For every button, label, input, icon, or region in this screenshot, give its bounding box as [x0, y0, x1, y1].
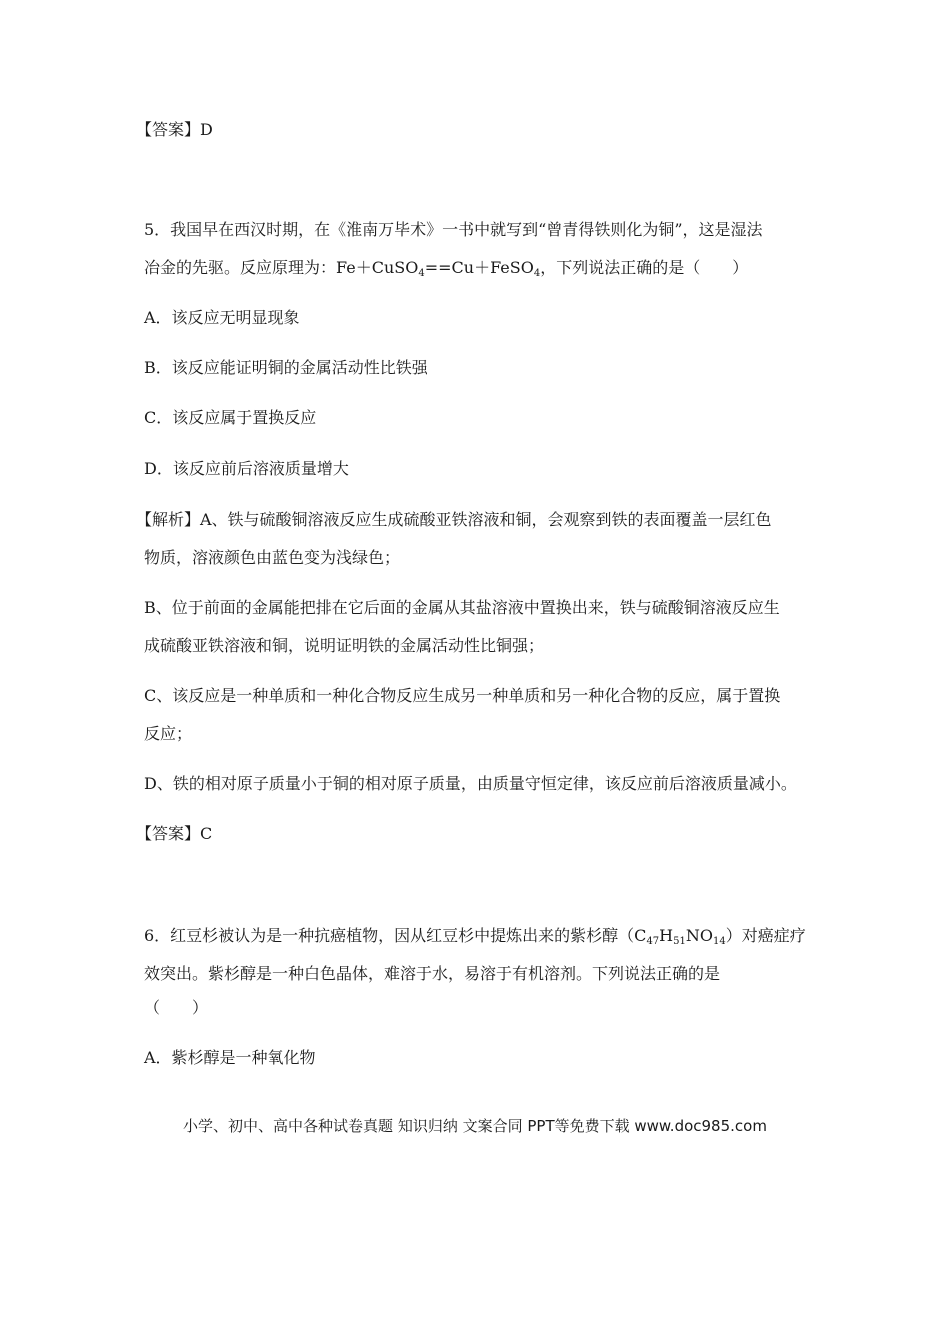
q5-subscript-1: 4 — [418, 268, 425, 279]
q6-stem-line3: （ ） — [144, 998, 209, 1017]
q5-subscript-2: 4 — [533, 268, 541, 279]
q5-option-c: C．该反应属于置换反应 — [144, 408, 317, 427]
q5-stem-line2: 冶金的先驱。反应原理为：Fe＋CuSO$_4$==Cu＋FeSO$_4$，下列说法正确的是（ ） — [144, 258, 749, 279]
q6-stem-line2: 效突出。紫杉醇是一种白色晶体，难溶于水，易溶于有机溶剂。下列说法正确的是 — [144, 964, 721, 983]
page-footer: 小学、初中、高中各种试卷真题 知识归纳 文案合同 PPT等免费下载 www.doc985.com — [183, 1117, 767, 1135]
q5-answer: 【答案】C — [136, 824, 213, 843]
q5-analysis-b-line1: B、位于前面的金属能把排在它后面的金属从其盐溶液中置换出来，铁与硫酸铜溶液反应生 — [144, 598, 780, 617]
q5-analysis-c-line2: 反应； — [144, 724, 193, 743]
q5-option-b: B．该反应能证明铜的金属活动性比铁强 — [144, 358, 428, 377]
q5-stem-line1: 5．我国早在西汉时期，在《淮南万毕术》一书中就写到“曾青得铁则化为铜”，这是湿法 — [144, 220, 763, 239]
previous-answer: 【答案】D — [136, 120, 213, 139]
q5-option-d: D．该反应前后溶液质量增大 — [144, 459, 349, 478]
q5-analysis-a-line2: 物质，溶液颜色由蓝色变为浅绿色； — [144, 548, 401, 567]
q5-analysis-d-line1: D、铁的相对原子质量小于铜的相对原子质量，由质量守恒定律，该反应前后溶液质量减小。 — [144, 774, 797, 793]
q6-stem-line1: 6．红豆杉被认为是一种抗癌植物，因从红豆杉中提炼出来的紫杉醇$(C_{47}H_{51}NO_{14})$对癌症疗 — [144, 926, 806, 947]
q5-analysis-b-line2: 成硫酸亚铁溶液和铜，说明证明铁的金属活动性比铜强； — [144, 636, 545, 655]
q6-option-a: A．紫杉醇是一种氧化物 — [144, 1048, 316, 1067]
q5-analysis-c-line1: C、该反应是一种单质和一种化合物反应生成另一种单质和另一种化合物的反应，属于置换 — [144, 686, 781, 705]
q5-analysis-a-line1: 【解析】A、铁与硫酸铜溶液反应生成硫酸亚铁溶液和铜，会观察到铁的表面覆盖一层红色 — [136, 510, 772, 529]
q5-option-a: A．该反应无明显现象 — [144, 308, 300, 327]
